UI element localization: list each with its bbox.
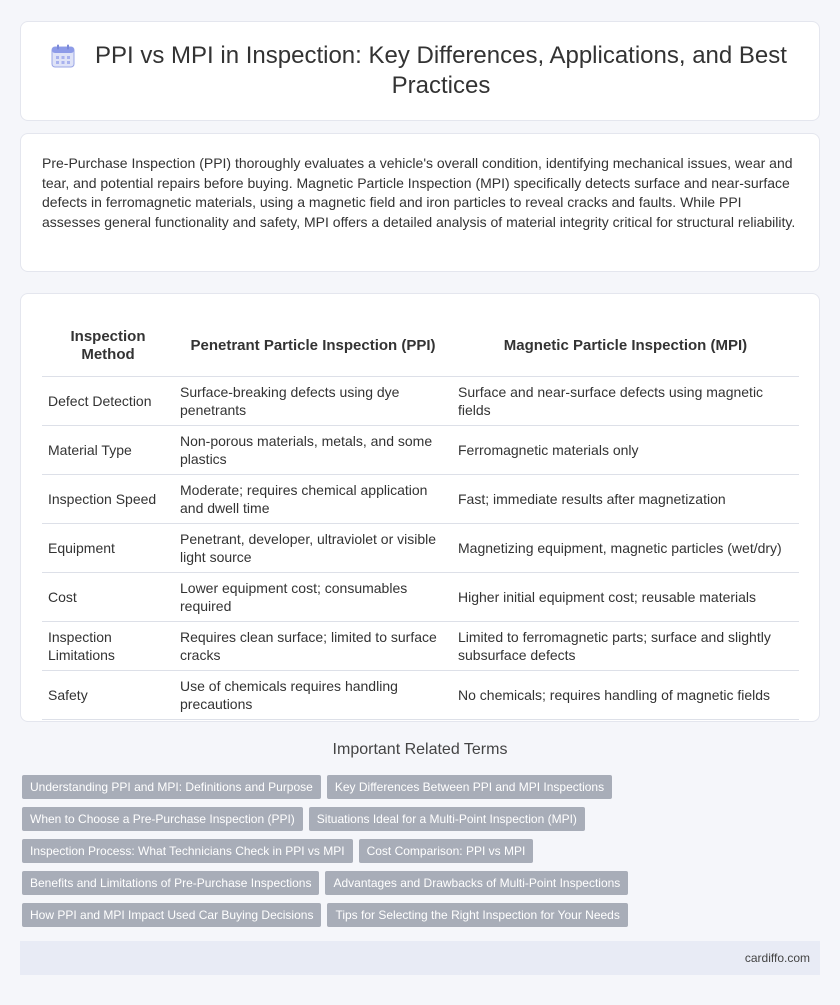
ppi-cell: Penetrant, developer, ultraviolet or visible light source — [174, 523, 452, 572]
table-row — [42, 474, 799, 523]
header-ppi: Penetrant Particle Inspection (PPI) — [174, 314, 452, 376]
row-label: Inspection Limitations — [42, 621, 174, 670]
table-row — [42, 572, 799, 621]
mpi-cell: Fast; immediate results after magnetization — [452, 474, 799, 523]
related-term-link[interactable]: Tips for Selecting the Right Inspection for Your Needs — [327, 903, 627, 927]
ppi-cell: Requires clean surface; limited to surface cracks — [174, 621, 452, 670]
related-term-link[interactable]: How PPI and MPI Impact Used Car Buying Decisions — [22, 903, 321, 927]
row-label: Safety — [42, 670, 174, 719]
row-label: Equipment — [42, 523, 174, 572]
footer-site-link[interactable]: cardiffo.com — [744, 951, 810, 965]
header-inspection-method: Inspection Method — [42, 314, 174, 376]
mpi-cell: Ferromagnetic materials only — [452, 425, 799, 474]
ppi-cell: Lower equipment cost; consumables required — [174, 572, 452, 621]
ppi-cell: Non-porous materials, metals, and some plastics — [174, 425, 452, 474]
related-term-link[interactable]: Situations Ideal for a Multi-Point Inspection (MPI) — [309, 807, 585, 831]
comparison-table — [42, 314, 799, 720]
table-row — [42, 670, 799, 719]
page-title: PPI vs MPI in Inspection: Key Differences, Applications, and Best Practices — [95, 42, 787, 99]
mpi-cell: Limited to ferromagnetic parts; surface and slightly subsurface defects — [452, 621, 799, 670]
footer — [20, 941, 820, 975]
ppi-cell: Use of chemicals requires handling precautions — [174, 670, 452, 719]
related-term-link[interactable]: Inspection Process: What Technicians Check in PPI vs MPI — [22, 839, 353, 863]
header-card — [20, 21, 820, 121]
related-term-link[interactable]: Key Differences Between PPI and MPI Inspections — [327, 775, 612, 799]
title-wrap — [50, 41, 790, 101]
ppi-cell: Moderate; requires chemical application and dwell time — [174, 474, 452, 523]
related-term-link[interactable]: Cost Comparison: PPI vs MPI — [359, 839, 534, 863]
related-term-link[interactable]: Understanding PPI and MPI: Definitions and Purpose — [22, 775, 321, 799]
intro-text: Pre-Purchase Inspection (PPI) thoroughly evaluates a vehicle's overall condition, identifying mechanical issues, wear and tear, and potential repairs before buying. Magnetic Particle Inspection (MPI) specifically detects surface and near-surface defects in ferromagnetic materials, using a magnetic field and iron particles to reveal cracks and faults. While PPI assesses general functionality and safety, MPI offers a detailed analysis of material integrity critical for structural reliability. — [42, 155, 796, 230]
table-header-row — [42, 314, 799, 376]
row-label: Defect Detection — [42, 376, 174, 425]
table-row — [42, 523, 799, 572]
table-row — [42, 425, 799, 474]
row-label: Cost — [42, 572, 174, 621]
comparison-table-card — [20, 293, 820, 722]
related-terms-title: Important Related Terms — [332, 741, 508, 758]
related-term-link[interactable]: When to Choose a Pre-Purchase Inspection (PPI) — [22, 807, 303, 831]
row-label: Inspection Speed — [42, 474, 174, 523]
calendar-icon — [50, 43, 76, 69]
ppi-cell: Surface-breaking defects using dye penetrants — [174, 376, 452, 425]
table-row — [42, 621, 799, 670]
row-label: Material Type — [42, 425, 174, 474]
intro-card — [20, 133, 820, 272]
mpi-cell: Higher initial equipment cost; reusable materials — [452, 572, 799, 621]
mpi-cell: Surface and near-surface defects using magnetic fields — [452, 376, 799, 425]
related-term-link[interactable]: Advantages and Drawbacks of Multi-Point Inspections — [325, 871, 628, 895]
table-row — [42, 376, 799, 425]
mpi-cell: Magnetizing equipment, magnetic particles (wet/dry) — [452, 523, 799, 572]
mpi-cell: No chemicals; requires handling of magnetic fields — [452, 670, 799, 719]
related-terms-list — [22, 775, 822, 935]
header-mpi: Magnetic Particle Inspection (MPI) — [452, 314, 799, 376]
related-term-link[interactable]: Benefits and Limitations of Pre-Purchase Inspections — [22, 871, 319, 895]
